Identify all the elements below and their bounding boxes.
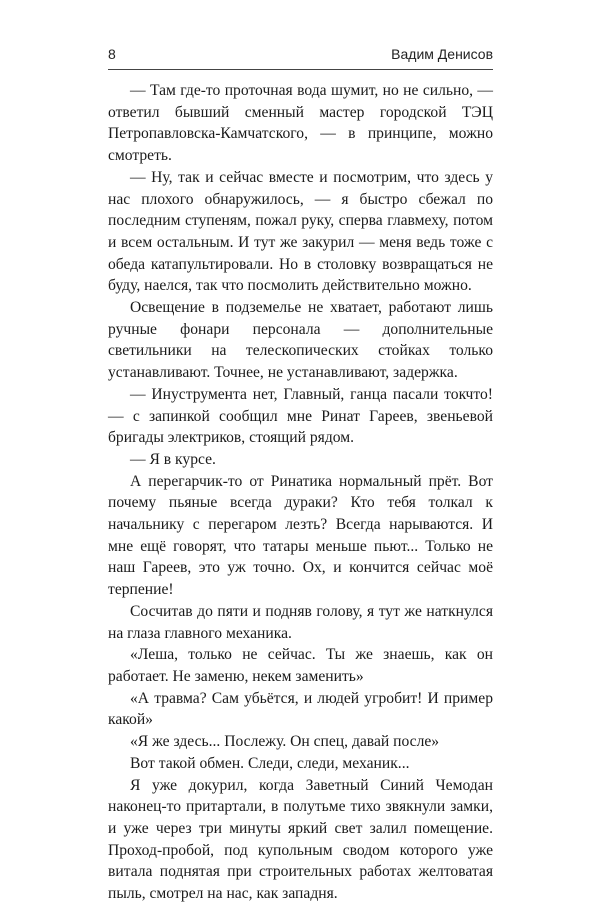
paragraph: «Леша, только не сейчас. Ты же знаешь, как он работает. Не заменю, некем заменить»	[108, 646, 493, 685]
paragraph: «А травма? Сам убьётся, и людей угробит! И пример какой»	[108, 689, 493, 729]
running-head-author: Вадим Денисов	[391, 46, 493, 62]
paragraph: «Я же здесь... Послежу. Он спец, давай после»	[130, 733, 440, 751]
paragraph: Я уже докурил, когда Заветный Синий Чемодан наконец-то притартали, в полутьме тихо звякнули замки, и уже через три минуты яркий свет залил помещение. Проход-пробой, под купольным сводом которого уже витала поднятая при строительных работах желтоватая пыль, смотрел на нас, как западня.	[108, 776, 493, 903]
paragraph: — Там где-то проточная вода шумит, но не сильно, — ответил бывший сменный мастер городской ТЭЦ Петропавловска-Камчатского, — в принципе, можно смотреть.	[108, 82, 493, 165]
paragraph: — Ну, так и сейчас вместе и посмотрим, что здесь у нас плохого обнаружилось, — я быстро сбежал по последним ступеням, пожал руку, сперва главмеху, потом и всем остальным. И тут же закурил — меня ведь тоже с обеда катапультировали. Но в столовку возвращаться не буду, наелся, так что посмолить действительно можно.	[108, 168, 493, 295]
body-text	[108, 80, 493, 905]
paragraph: Вот такой обмен. Следи, следи, механик...	[130, 754, 410, 772]
header-rule	[108, 69, 493, 70]
paragraph: Освещение в подземелье не хватает, работают лишь ручные фонари персонала — дополнительные светильники на телескопических стойках только устанавливают. Точнее, не устанавливают, задержка.	[108, 299, 493, 382]
paragraph: — Я в курсе.	[130, 450, 216, 468]
page-header	[108, 46, 493, 68]
paragraph: Сосчитав до пяти и подняв голову, я тут же наткнулся на глаза главного механика.	[108, 602, 493, 642]
paragraph: — Инуструмента нет, Главный, ганца пасали токчто! — с запинкой сообщил мне Ринат Гареев, звеньевой бригады электриков, стоящий рядом.	[108, 385, 493, 447]
page-number: 8	[108, 46, 116, 62]
paragraph: А перегарчик-то от Ринатика нормальный прёт. Вот почему пьяные всегда дураки? Кто тебя толкал к начальнику с перегаром лезть? Всегда нарываются. И мне ещё говорят, что татары меньше пьют... Только не наш Гареев, это уж точно. Ох, и кончится сейчас моё терпение!	[108, 472, 493, 599]
